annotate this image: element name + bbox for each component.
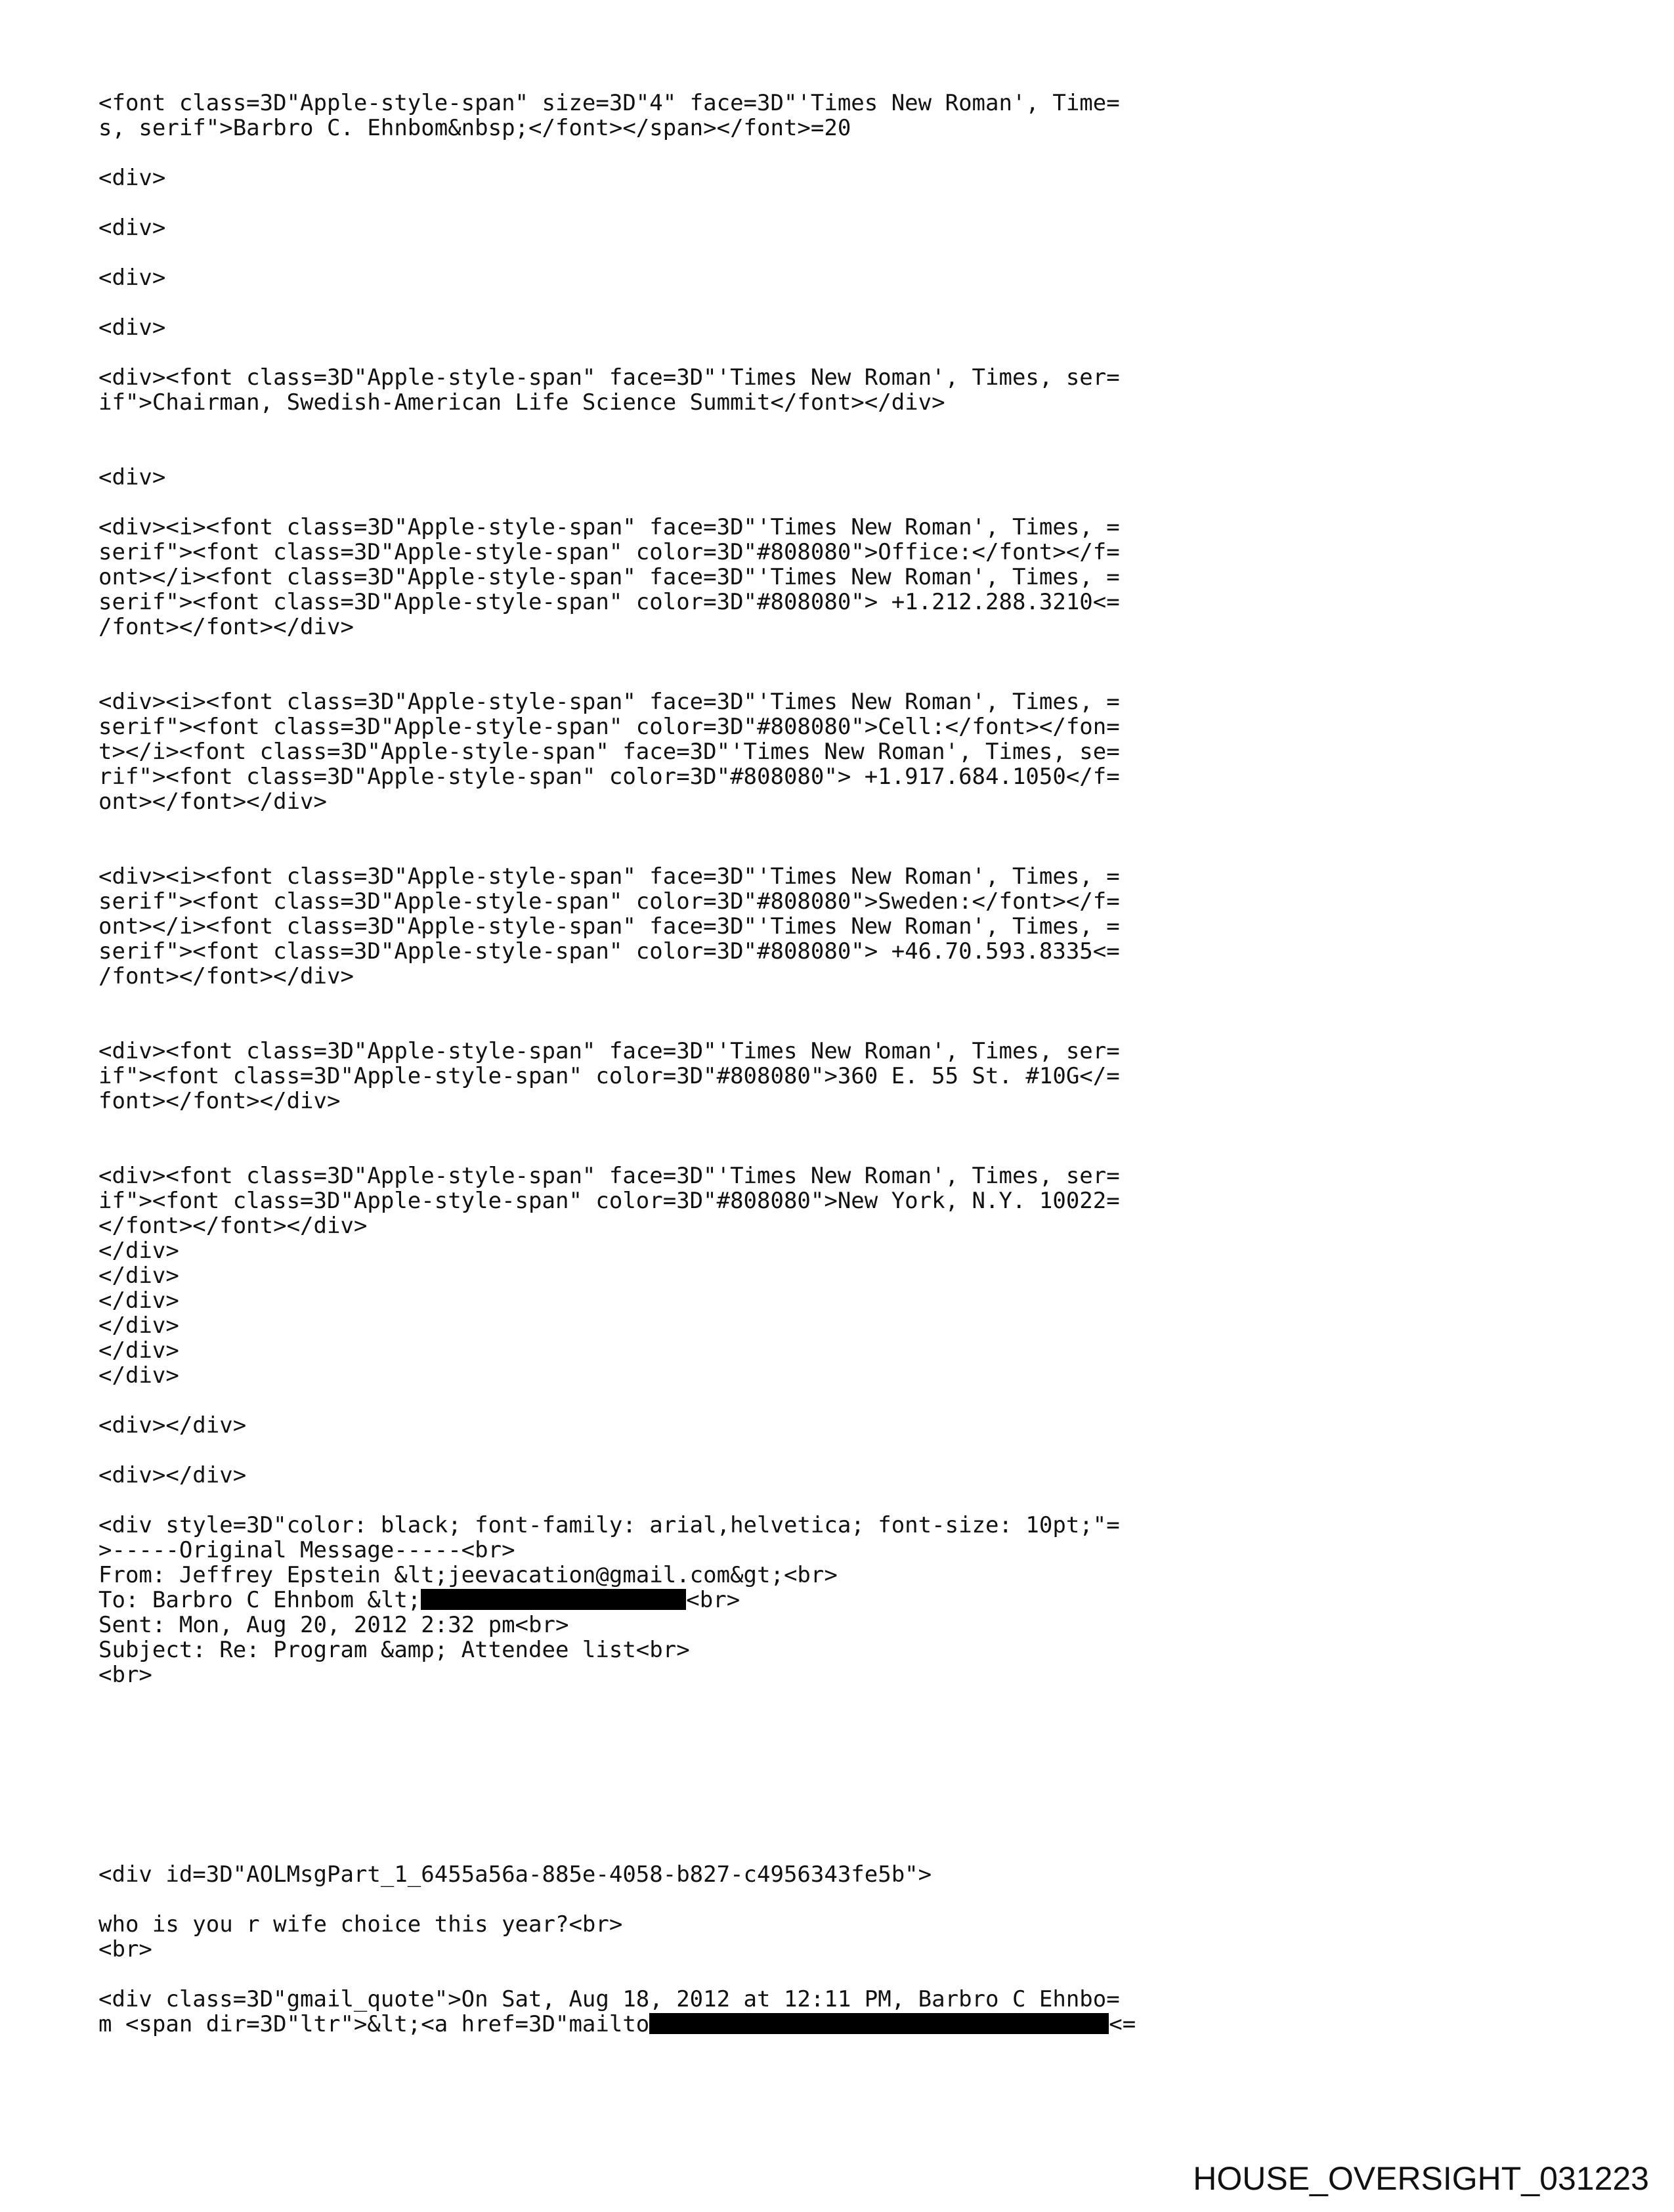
text-line: <br> — [98, 1662, 152, 1688]
bates-number: HOUSE_OVERSIGHT_031223 — [1193, 2160, 1649, 2197]
text-line: if">Chairman, Swedish-American Life Science Summit</font></div> — [98, 389, 945, 416]
mailto-suffix: <= — [1109, 2011, 1136, 2037]
text-line: font></font></div> — [98, 1088, 341, 1114]
text-line: rif"><font class=3D"Apple-style-span" color=3D"#808080"> +1.917.684.1050</f= — [98, 764, 1120, 790]
text-line: Subject: Re: Program &amp; Attendee list<br> — [98, 1637, 690, 1663]
text-line: <div> — [98, 215, 166, 241]
redaction-box — [421, 1589, 686, 1610]
text-line: </div> — [98, 1362, 179, 1389]
text-line: </div> — [98, 1337, 179, 1364]
text-line: ont></font></div> — [98, 789, 327, 815]
text-line-mailto — [98, 2012, 1556, 2037]
text-line: <font class=3D"Apple-style-span" size=3D"4" face=3D"'Times New Roman', Time= — [98, 90, 1120, 116]
email-source-text — [98, 91, 1556, 2037]
to-suffix: <br> — [686, 1587, 740, 1613]
text-line: From: Jeffrey Epstein &lt;jeevacation@gmail.com&gt;<br> — [98, 1562, 838, 1588]
text-line-to — [98, 1588, 1556, 1613]
text-line: serif"><font class=3D"Apple-style-span" color=3D"#808080">Office:</font></f= — [98, 539, 1120, 565]
text-line: ont></i><font class=3D"Apple-style-span" face=3D"'Times New Roman', Times, = — [98, 913, 1120, 940]
text-line: </div> — [98, 1238, 179, 1264]
redaction-box — [649, 2013, 1109, 2034]
to-label: To: Barbro C Ehnbom &lt; — [98, 1587, 421, 1613]
text-line: t></i><font class=3D"Apple-style-span" face=3D"'Times New Roman', Times, se= — [98, 739, 1120, 765]
text-line: <div id=3D"AOLMsgPart_1_6455a56a-885e-4058-b827-c4956343fe5b"> — [98, 1861, 932, 1888]
text-line: <br> — [98, 1936, 152, 1963]
text-line: <div> — [98, 464, 166, 490]
text-line: who is you r wife choice this year?<br> — [98, 1911, 623, 1938]
text-line: <div><i><font class=3D"Apple-style-span" face=3D"'Times New Roman', Times, = — [98, 689, 1120, 715]
text-line: <div style=3D"color: black; font-family: arial,helvetica; font-size: 10pt;"= — [98, 1512, 1120, 1538]
text-line: serif"><font class=3D"Apple-style-span" color=3D"#808080"> +46.70.593.8335<= — [98, 938, 1120, 965]
text-line: /font></font></div> — [98, 614, 354, 640]
text-line: ont></i><font class=3D"Apple-style-span" face=3D"'Times New Roman', Times, = — [98, 564, 1120, 590]
text-line: if"><font class=3D"Apple-style-span" color=3D"#808080">New York, N.Y. 10022= — [98, 1188, 1120, 1214]
text-line: <div><font class=3D"Apple-style-span" face=3D"'Times New Roman', Times, ser= — [98, 1163, 1120, 1189]
text-line: serif"><font class=3D"Apple-style-span" color=3D"#808080">Sweden:</font></f= — [98, 888, 1120, 915]
text-line: if"><font class=3D"Apple-style-span" color=3D"#808080">360 E. 55 St. #10G</= — [98, 1063, 1120, 1089]
text-line: </div> — [98, 1312, 179, 1339]
text-line: <div></div> — [98, 1412, 247, 1439]
text-line: </div> — [98, 1288, 179, 1314]
text-line: serif"><font class=3D"Apple-style-span" color=3D"#808080"> +1.212.288.3210<= — [98, 589, 1120, 615]
text-line: <div> — [98, 314, 166, 341]
text-line: >-----Original Message-----<br> — [98, 1537, 515, 1563]
text-line: <div></div> — [98, 1462, 247, 1488]
text-line: <div><font class=3D"Apple-style-span" face=3D"'Times New Roman', Times, ser= — [98, 364, 1120, 391]
text-line: <div><i><font class=3D"Apple-style-span" face=3D"'Times New Roman', Times, = — [98, 863, 1120, 890]
text-line: serif"><font class=3D"Apple-style-span" color=3D"#808080">Cell:</font></fon= — [98, 714, 1120, 740]
text-line: <div><font class=3D"Apple-style-span" face=3D"'Times New Roman', Times, ser= — [98, 1038, 1120, 1064]
text-line: <div> — [98, 165, 166, 191]
text-line: /font></font></div> — [98, 963, 354, 989]
text-line: s, serif">Barbro C. Ehnbom&nbsp;</font></span></font>=20 — [98, 115, 851, 141]
text-line: Sent: Mon, Aug 20, 2012 2:32 pm<br> — [98, 1612, 569, 1638]
mailto-prefix: m <span dir=3D"ltr">&lt;<a href=3D"mailto — [98, 2011, 650, 2037]
text-line: <div><i><font class=3D"Apple-style-span" face=3D"'Times New Roman', Times, = — [98, 514, 1120, 540]
text-line: <div> — [98, 265, 166, 291]
text-line: </font></font></div> — [98, 1213, 368, 1239]
text-line: <div class=3D"gmail_quote">On Sat, Aug 18, 2012 at 12:11 PM, Barbro C Ehnbo= — [98, 1986, 1120, 2012]
text-line: </div> — [98, 1263, 179, 1289]
